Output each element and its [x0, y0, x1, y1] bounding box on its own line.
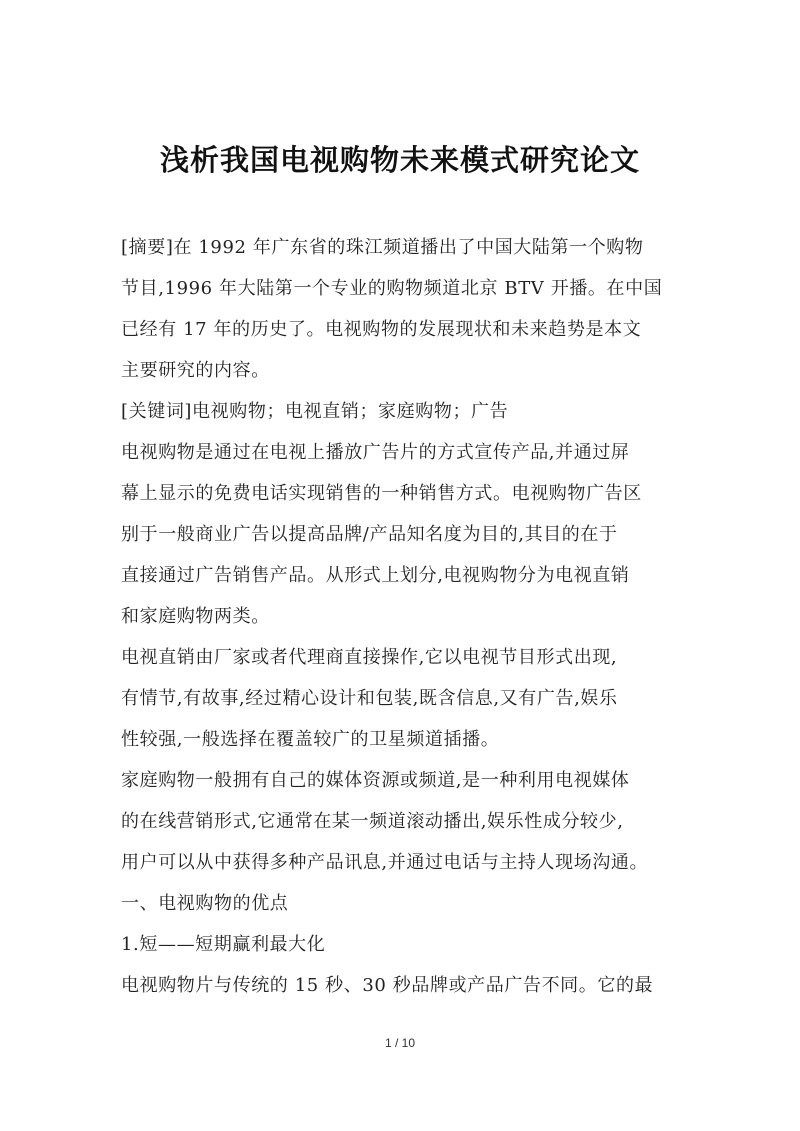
text-line: 电视购物是通过在电视上播放广告片的方式宣传产品,并通过屏 [121, 442, 630, 463]
text-line: 电视购物片与传统的 15 秒、30 秒品牌或产品广告不同。它的最 [121, 975, 654, 996]
body-text [121, 227, 685, 1006]
text-line: 幕上显示的免费电话实现销售的一种销售方式。电视购物广告区 [121, 483, 642, 504]
text-line: 直接通过广告销售产品。从形式上划分,电视购物分为电视直销 [121, 565, 630, 586]
text-line: 别于一般商业广告以提高品牌/产品知名度为目的,其目的在于 [121, 524, 618, 545]
page-title: 浅析我国电视购物未来模式研究论文 [159, 143, 640, 177]
text-line: 用户可以从中获得多种产品讯息,并通过电话与主持人现场沟通。 [121, 852, 649, 873]
text-line: 电视直销由厂家或者代理商直接操作,它以电视节目形式出现, [121, 647, 618, 668]
subsection-heading: 1.短——短期赢利最大化 [121, 934, 326, 955]
page-number: 1 / 10 [384, 1036, 416, 1050]
text-line: [摘要]在 1992 年广东省的珠江频道播出了中国大陆第一个购物 [121, 237, 644, 258]
section-heading: 一、电视购物的优点 [121, 893, 289, 914]
text-line: 的在线营销形式,它通常在某一频道滚动播出,娱乐性成分较少, [121, 811, 624, 832]
text-line: 性较强,一般选择在覆盖较广的卫星频道插播。 [121, 729, 500, 750]
text-line: 和家庭购物两类。 [121, 606, 270, 627]
text-line: 节目,1996 年大陆第一个专业的购物频道北京 BTV 开播。在中国 [121, 278, 663, 299]
text-line: 已经有 17 年的历史了。电视购物的发展现状和未来趋势是本文 [121, 319, 642, 340]
text-line: 主要研究的内容。 [121, 360, 270, 381]
keywords-line: [关键词]电视购物；电视直销；家庭购物；广告 [121, 401, 509, 422]
text-line: 家庭购物一般拥有自己的媒体资源或频道,是一种利用电视媒体 [121, 770, 630, 791]
text-line: 有情节,有故事,经过精心设计和包装,既含信息,又有广告,娱乐 [121, 688, 618, 709]
